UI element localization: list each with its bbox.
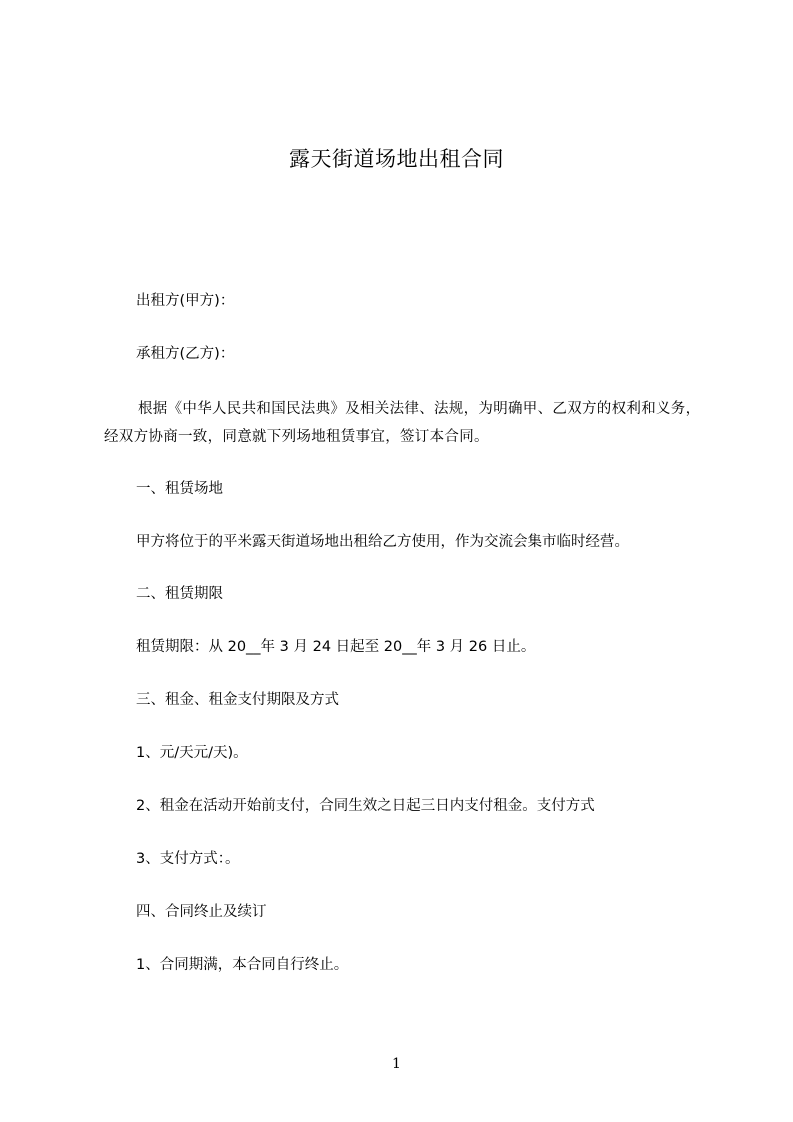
section-4-item-1: 1、合同期满，本合同自行终止。 <box>136 957 349 973</box>
section-2-heading: 二、租赁期限 <box>136 586 223 602</box>
section-3-heading: 三、租金、租金支付期限及方式 <box>136 692 339 708</box>
page-number: 1 <box>392 1056 401 1072</box>
lessor-line: 出租方(甲方)： <box>136 293 235 309</box>
section-1-body: 甲方将位于的平米露天街道场地出租给乙方使用，作为交流会集市临时经营。 <box>136 534 629 550</box>
section-3-item-2: 2、租金在活动开始前支付，合同生效之日起三日内支付租金。支付方式 <box>136 798 595 814</box>
section-3-item-3: 3、支付方式：。 <box>136 851 240 867</box>
section-1-heading: 一、租赁场地 <box>136 481 223 497</box>
document-title: 露天街道场地出租合同 <box>289 147 504 171</box>
lessee-line: 承租方(乙方)： <box>136 346 235 362</box>
section-3-item-1: 1、元/天元/天)。 <box>136 745 248 761</box>
section-4-heading: 四、合同终止及续订 <box>136 904 267 920</box>
preamble-paragraph: 根据《中华人民共和国民法典》及相关法律、法规，为明确甲、乙双方的权利和义务，经双方协商一致，同意就下列场地租赁事宜，签订本合同。 <box>104 401 701 445</box>
section-2-body: 租赁期限：从 20__年 3 月 24 日起至 20__年 3 月 26 日止。 <box>136 639 536 655</box>
